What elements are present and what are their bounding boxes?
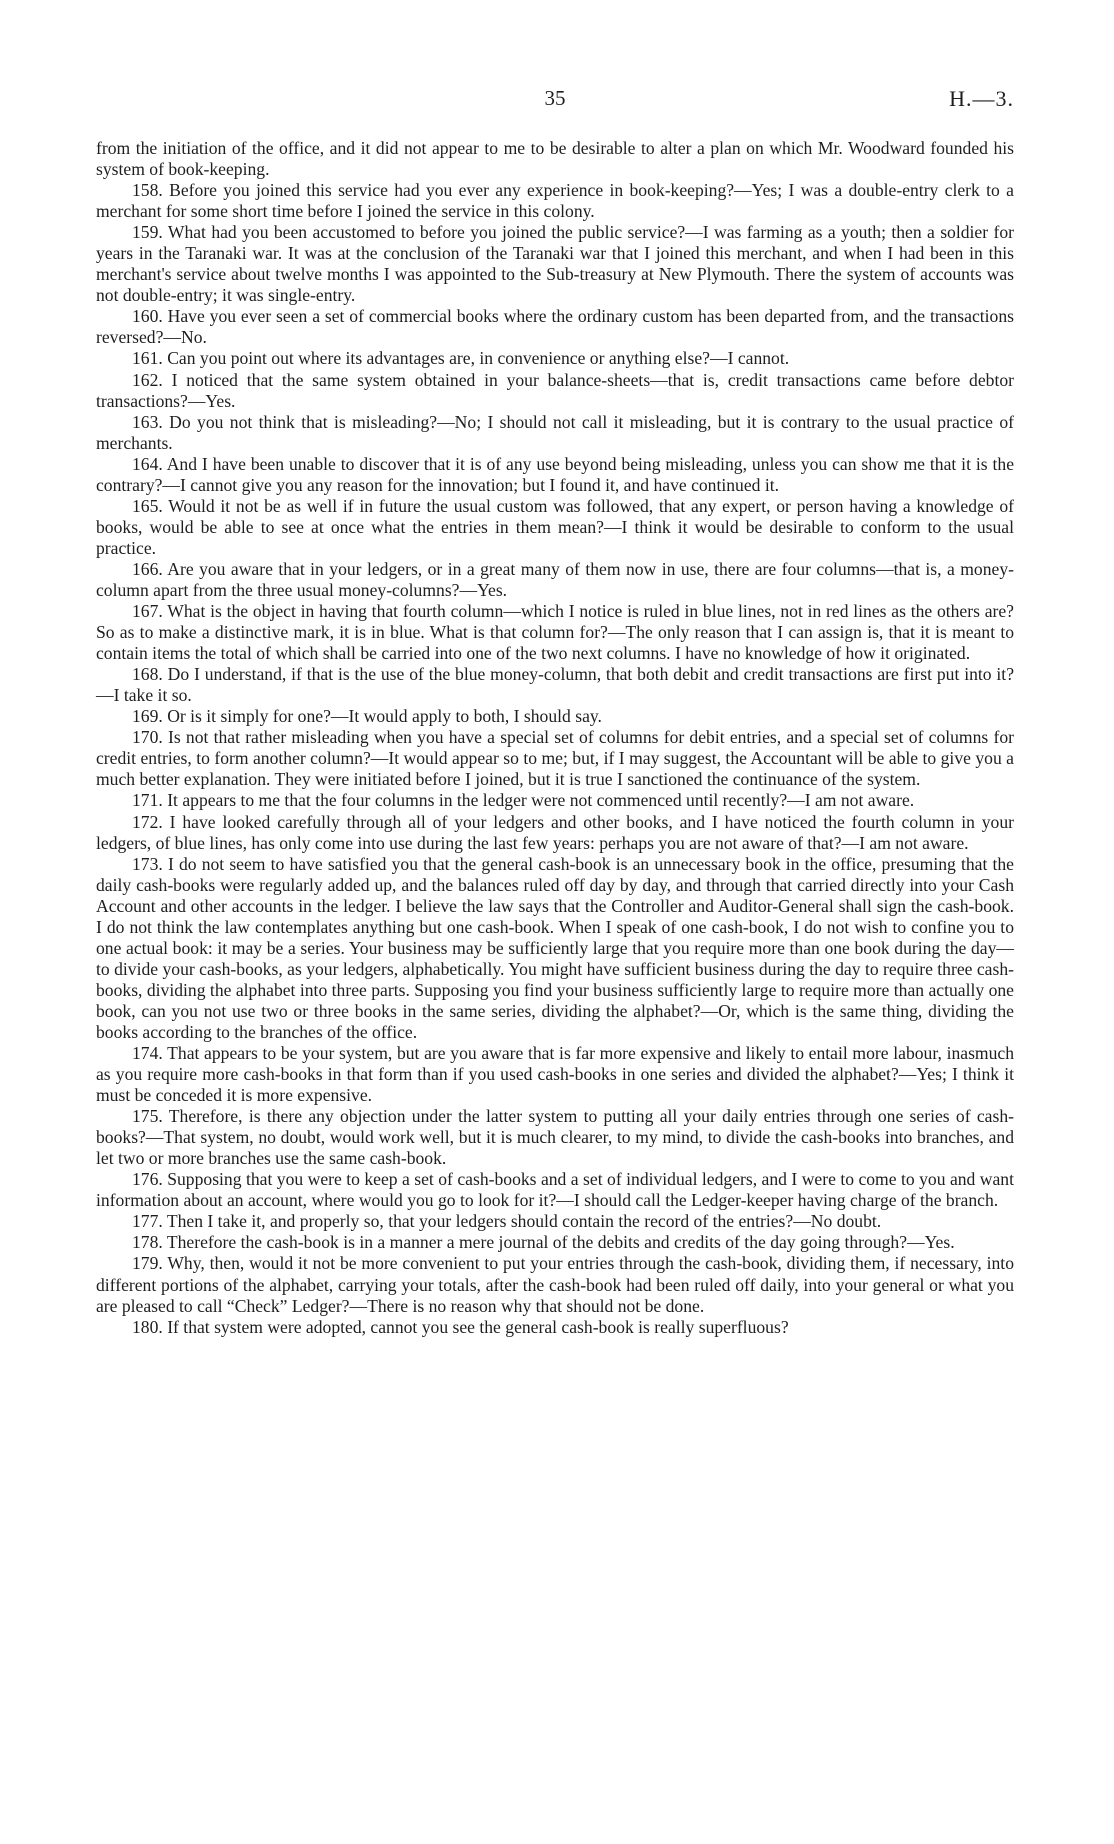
question-165: 165. Would it not be as well if in future the usual custom was followed, that any expert, or person having a knowledge of books, would be able to see at once what the entries in them mean?—I think it would be desirable to conform to the usual practice. xyxy=(96,495,1014,558)
page-header xyxy=(96,86,1014,114)
paragraph-continuation: from the initiation of the office, and it did not appear to me to be desirable to alter a plan on which Mr. Woodward founded his system of book-keeping. xyxy=(96,138,1014,180)
question-173: 173. I do not seem to have satisfied you that the general cash-book is an unnecessary book in the office, presuming that the daily cash-books were regularly added up, and the balances ruled off day by day, and through that carried directly into your Cash Account and other accounts in the ledger. I believe the law says that the Controller and Auditor-General shall sign the cash-book. I do not think the law contemplates anything but one cash-book. When I speak of one cash-book, I do not wish to confine you to one actual book: it may be a series. Your business may be sufficiently large that you require more than one book during the day—to divide your cash-books, as your ledgers, alphabetically. You might have sufficient business during the day to require three cash-books, dividing the alphabet into three parts. Supposing you find your business sufficiently large to require more than actually one book, can you not use two or three books in the same series, dividing the alphabet?—Or, which is the same thing, dividing the books according to the branches of the office. xyxy=(96,853,1014,1042)
question-162: 162. I noticed that the same system obtained in your balance-sheets—that is, credit transactions came before debtor transactions?—Yes. xyxy=(96,369,1014,411)
question-166: 166. Are you aware that in your ledgers, or in a great many of them now in use, there are four columns—that is, a money-column apart from the three usual money-columns?—Yes. xyxy=(96,558,1014,600)
question-172: 172. I have looked carefully through all of your ledgers and other books, and I have noticed the fourth column in your ledgers, of blue lines, has only come into use during the last few years: perhaps you are not aware of that?—I am not aware. xyxy=(96,811,1014,853)
question-168: 168. Do I understand, if that is the use of the blue money-column, that both debit and credit transactions are first put into it?—I take it so. xyxy=(96,664,1014,706)
question-167: 167. What is the object in having that fourth column—which I notice is ruled in blue lines, not in red lines as the others are? So as to make a distinctive mark, it is in blue. What is that column for?—The only reason that I can assign is, that it is meant to contain items the total of which shall be carried into one of the two next columns. I have no knowledge of how it originated. xyxy=(96,601,1014,664)
question-161: 161. Can you point out where its advantages are, in convenience or anything else?—I cannot. xyxy=(132,348,790,369)
question-159: 159. What had you been accustomed to before you joined the public service?—I was farming as a youth; then a soldier for years in the Taranaki war. It was at the conclusion of the Taranaki war that I joined this merchant, and when I had been in this merchant's service about twelve months I was appointed to the Sub-treasury at New Plymouth. There the system of accounts was not double-entry; it was single-entry. xyxy=(96,222,1014,306)
question-176: 176. Supposing that you were to keep a set of cash-books and a set of individual ledgers, and I were to come to you and want information about an account, where would you go to look for it?—I should call the Ledger-keeper having charge of the branch. xyxy=(96,1169,1014,1211)
document-code: H.—3. xyxy=(949,86,1014,111)
question-160: 160. Have you ever seen a set of commercial books where the ordinary custom has been departed from, and the transactions reversed?—No. xyxy=(96,306,1014,348)
question-170: 170. Is not that rather misleading when you have a special set of columns for debit entries, and a special set of columns for credit entries, to form another column?—It would appear so to me; but, if I may suggest, the Accountant will be able to give you a much better explanation. They were initiated before I joined, but it is true I sanctioned the continuance of the system. xyxy=(96,727,1014,790)
question-175: 175. Therefore, is there any objection under the latter system to putting all your daily entries through one series of cash-books?—That system, no doubt, would work well, but it is much clearer, to my mind, to divide the cash-books into branches, and let two or more branches use the same cash-book. xyxy=(96,1106,1014,1169)
question-163: 163. Do you not think that is misleading?—No; I should not call it misleading, but it is contrary to the usual practice of merchants. xyxy=(96,411,1014,453)
page-number: 35 xyxy=(544,86,566,110)
question-158: 158. Before you joined this service had you ever any experience in book-keeping?—Yes; I was a double-entry clerk to a merchant for some short time before I joined the service in this colony. xyxy=(96,180,1014,222)
question-180: 180. If that system were adopted, cannot you see the general cash-book is really superfluous? xyxy=(132,1316,789,1337)
question-169: 169. Or is it simply for one?—It would apply to both, I should say. xyxy=(132,706,602,727)
body-text xyxy=(96,138,1014,1338)
question-179: 179. Why, then, would it not be more convenient to put your entries through the cash-book, dividing them, if necessary, into different portions of the alphabet, carrying your totals, after the cash-book had been ruled off daily, into your general or what you are pleased to call “Check” Ledger?—There is no reason why that should not be done. xyxy=(96,1253,1014,1316)
question-171: 171. It appears to me that the four columns in the ledger were not commenced until recently?—I am not aware. xyxy=(132,790,915,811)
question-178: 178. Therefore the cash-book is in a manner a mere journal of the debits and credits of the day going through?—Yes. xyxy=(132,1232,955,1253)
question-177: 177. Then I take it, and properly so, that your ledgers should contain the record of the entries?—No doubt. xyxy=(132,1211,882,1232)
question-174: 174. That appears to be your system, but are you aware that is far more expensive and likely to entail more labour, inasmuch as you require more cash-books in that form than if you used cash-books in one series and divided the alphabet?—Yes; I think it must be conceded it is more expensive. xyxy=(96,1043,1014,1106)
question-164: 164. And I have been unable to discover that it is of any use beyond being misleading, unless you can show me that it is the contrary?—I cannot give you any reason for the innovation; but I found it, and have continued it. xyxy=(96,453,1014,495)
